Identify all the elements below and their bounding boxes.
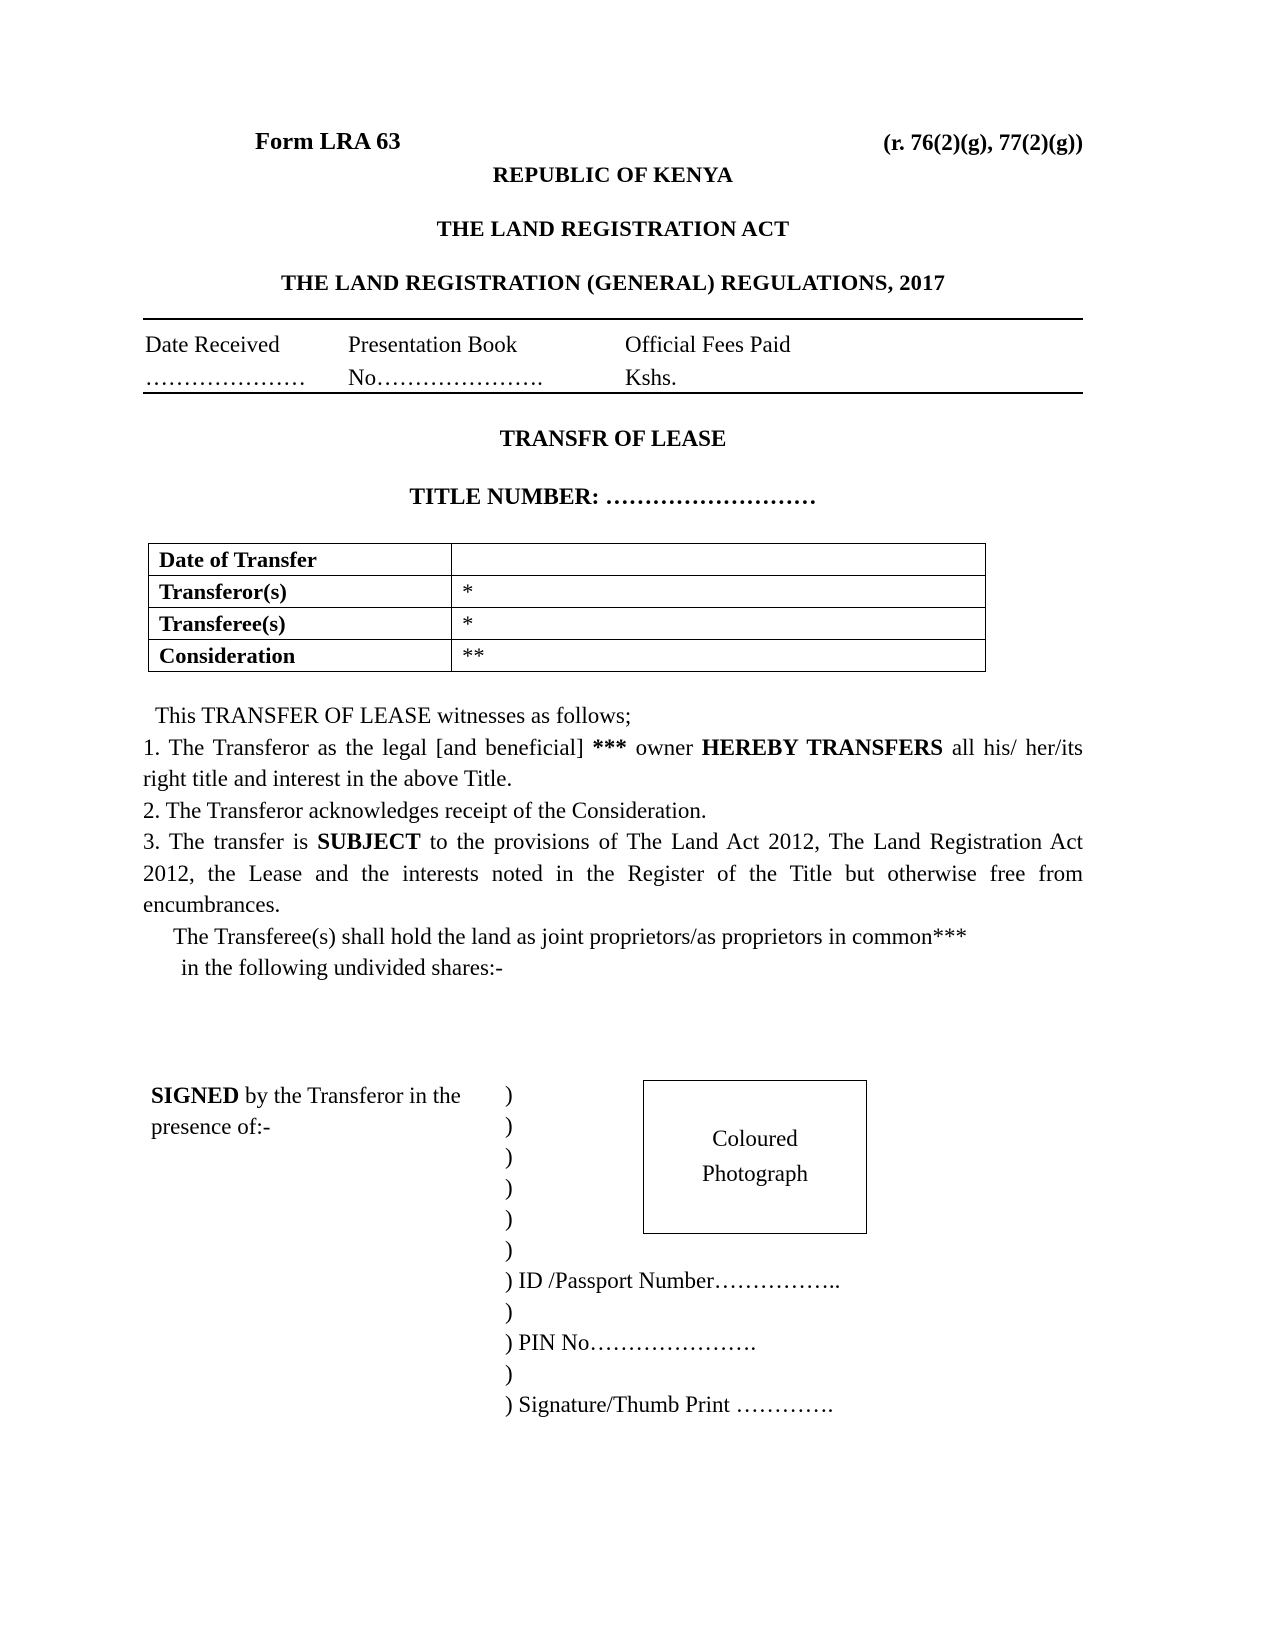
regulation-reference: (r. 76(2)(g), 77(2)(g)) — [883, 130, 1083, 155]
form-number: Form LRA 63 — [255, 128, 401, 155]
bracket-4: ) — [505, 1174, 513, 1200]
clause-3-bold: SUBJECT — [317, 829, 421, 854]
presentation-book-label: Presentation Book — [348, 332, 518, 357]
pin-number-field[interactable]: ) PIN No…………………. — [505, 1329, 757, 1355]
photo-line-2: Photograph — [701, 1160, 809, 1186]
undivided-shares-line: in the following undivided shares:- — [181, 955, 503, 980]
date-received-field — [145, 328, 306, 395]
page-title: TRANSFR OF LEASE — [499, 426, 727, 451]
table-row — [149, 544, 986, 576]
presentation-book-value: No…………………. — [348, 365, 543, 391]
witness-body — [143, 700, 1083, 984]
joint-proprietors-line: The Transferee(s) shall hold the land as joint proprietors/as proprietors in common*** — [173, 923, 967, 949]
date-received-value: ………………… — [145, 365, 306, 391]
row-value-date-of-transfer[interactable] — [452, 544, 986, 576]
clause-3-part-a: 3. The transfer is — [143, 829, 318, 854]
row-value-consideration[interactable]: ** — [452, 640, 986, 672]
row-label-transferors: Transferor(s) — [149, 576, 452, 608]
act-heading: THE LAND REGISTRATION ACT — [436, 216, 790, 241]
signature-thumbprint-field[interactable]: ) Signature/Thumb Print …………. — [505, 1391, 834, 1417]
row-label-consideration: Consideration — [149, 640, 452, 672]
coloured-photograph-box — [643, 1080, 867, 1234]
date-received-label: Date Received — [145, 332, 280, 357]
signature-block — [143, 1080, 1083, 1417]
clause-1-part-a: 1. The Transferor as the legal [and beneficial] — [143, 734, 593, 760]
clause-1-bold: HEREBY TRANSFERS — [701, 734, 944, 760]
table-row — [149, 640, 986, 672]
bracket-2: ) — [505, 1112, 513, 1138]
clause-1-part-c: all his/ her/its right title and interest in the above Title. — [143, 734, 1083, 791]
intro-line: This TRANSFER OF LEASE witnesses as follows; — [155, 703, 632, 728]
clause-1 — [143, 732, 1083, 795]
transfer-details-table — [148, 543, 986, 672]
row-label-transferees: Transferee(s) — [149, 608, 452, 640]
table-row — [149, 608, 986, 640]
republic-heading: REPUBLIC OF KENYA — [492, 162, 734, 187]
bracket-1: ) — [505, 1081, 513, 1107]
regulations-heading: THE LAND REGISTRATION (GENERAL) REGULATIONS, 2017 — [280, 270, 946, 295]
row-value-transferees[interactable]: * — [452, 608, 986, 640]
signed-rest: by the Transferor in the presence of:- — [151, 1082, 461, 1139]
presentation-book-field — [348, 328, 543, 395]
bracket-5: ) — [505, 1205, 513, 1231]
bracket-6: ) — [505, 1236, 513, 1262]
clause-1-stars: *** — [592, 734, 627, 760]
title-number: TITLE NUMBER: ……………………… — [409, 484, 817, 510]
document-content — [143, 128, 1084, 1417]
clause-1-part-b: owner — [626, 734, 702, 760]
table-row — [149, 576, 986, 608]
photo-line-1: Coloured — [712, 1126, 798, 1151]
bracket-7: ) — [505, 1298, 513, 1324]
official-fees-field — [625, 328, 791, 395]
receipt-bar — [143, 318, 1083, 394]
clause-3 — [143, 826, 1083, 921]
row-value-transferors[interactable]: * — [452, 576, 986, 608]
document-header — [143, 128, 1083, 162]
bracket-3: ) — [505, 1143, 513, 1169]
row-label-date-of-transfer: Date of Transfer — [149, 544, 452, 576]
signed-by-text — [151, 1080, 511, 1143]
id-passport-field[interactable]: ) ID /Passport Number…………….. — [505, 1267, 841, 1293]
clause-2: 2. The Transferor acknowledges receipt of the Consideration. — [143, 797, 707, 823]
official-fees-value: Kshs. — [625, 365, 677, 391]
clause-3-part-b: to the provisions of The Land Act 2012, The Land Registration Act 2012, the Lease and the interests noted in the Register of the Title but otherwise free from encumbrances. — [143, 829, 1084, 917]
bracket-8: ) — [505, 1360, 513, 1386]
official-fees-label: Official Fees Paid — [625, 332, 791, 357]
signed-bold: SIGNED — [151, 1082, 240, 1108]
